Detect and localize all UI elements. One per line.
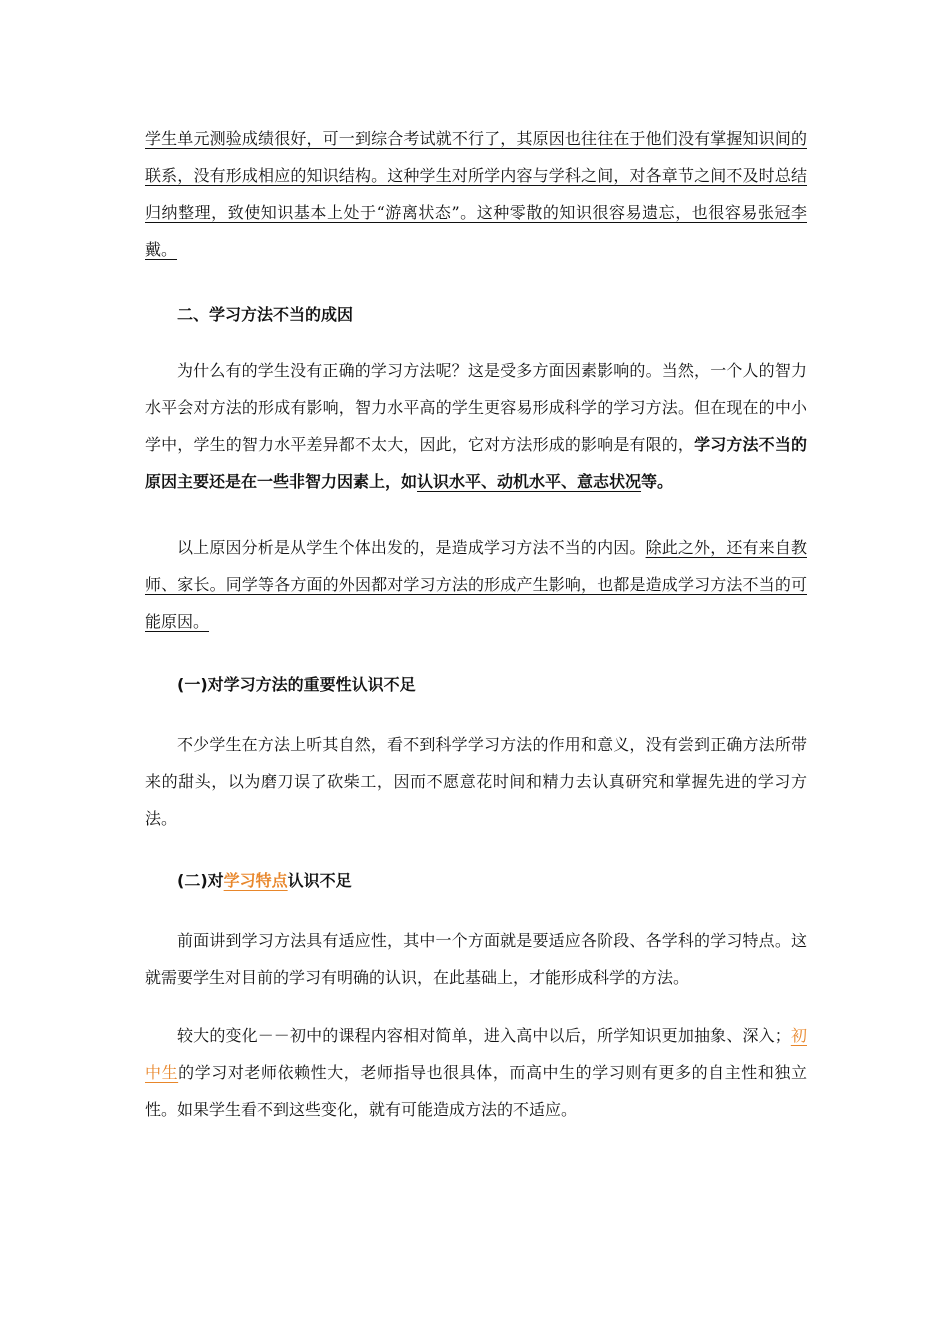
paragraph-text: 较大的变化－－初中的课程内容相对简单，进入高中以后，所学知识更加抽象、深入； <box>177 1026 791 1045</box>
bold-text-end: 等。 <box>641 472 674 491</box>
heading-prefix: (二)对 <box>177 871 224 890</box>
paragraph-text: 为什么有的学生没有正确的学习方法呢？这是受多方面因素影响的。当然，一个人的智力水平会对方法的形成有影响，智力水平高的学生更容易形成科学的学习方法。但在现在的中小学中，学生的智力水平差异都不太大，因此，它对方法形成的影响是有限的， <box>145 361 807 454</box>
subheading-learning-features <box>177 869 352 893</box>
paragraph-changes <box>145 1017 807 1128</box>
underlined-text: 学生单元测验成绩很好，可一到综合考试就不行了，其原因也往往在于他们没有掌握知识间的联系，没有形成相应的知识结构。这种学生对所学内容与学科之间，对各章节之间不及时总结归纳整理，致使知识基本上处于“游离状态”。这种零散的知识很容易遗忘，也很容易张冠李戴。 <box>145 129 807 259</box>
paragraph-causes <box>145 352 807 500</box>
heading-suffix: 认识不足 <box>287 871 352 890</box>
underlined-text: 除此之外，还有来自教师、家长。同学等各方面的外因都对学习方法的形成产生影响，也都是造成学习方法不当的可能原因。 <box>145 538 807 631</box>
bold-text: 学习方法不当的原因主要还是在一些非智力因素上，如 <box>145 435 807 491</box>
paragraph-knowledge-structure <box>145 120 807 268</box>
paragraph-text: 前面讲到学习方法具有适应性，其中一个方面就是要适应各阶段、各学科的学习特点。这就需要学生对目前的学习有明确的认识，在此基础上，才能形成科学的方法。 <box>145 931 807 987</box>
junior-student-link[interactable]: 初中生 <box>145 1026 807 1082</box>
subheading-importance: (一)对学习方法的重要性认识不足 <box>177 675 416 694</box>
paragraph-importance <box>145 726 807 837</box>
paragraph-internal-external <box>145 529 807 640</box>
paragraph-text: 以上原因分析是从学生个体出发的，是造成学习方法不当的内因。 <box>177 538 646 557</box>
bold-underlined-text: 认识水平、动机水平、意志状况 <box>417 472 642 491</box>
paragraph-text: 不少学生在方法上听其自然，看不到科学学习方法的作用和意义，没有尝到正确方法所带来的甜头，以为磨刀误了砍柴工，因而不愿意花时间和精力去认真研究和掌握先进的学习方法。 <box>145 735 807 828</box>
section-heading-causes: 二、学习方法不当的成因 <box>177 305 354 324</box>
paragraph-text-end: 的学习对老师依赖性大，老师指导也很具体，而高中生的学习则有更多的自主性和独立性。如果学生看不到这些变化，就有可能造成方法的不适应。 <box>145 1063 807 1119</box>
learning-features-link[interactable]: 学习特点 <box>223 871 288 890</box>
paragraph-adaptability <box>145 922 807 996</box>
